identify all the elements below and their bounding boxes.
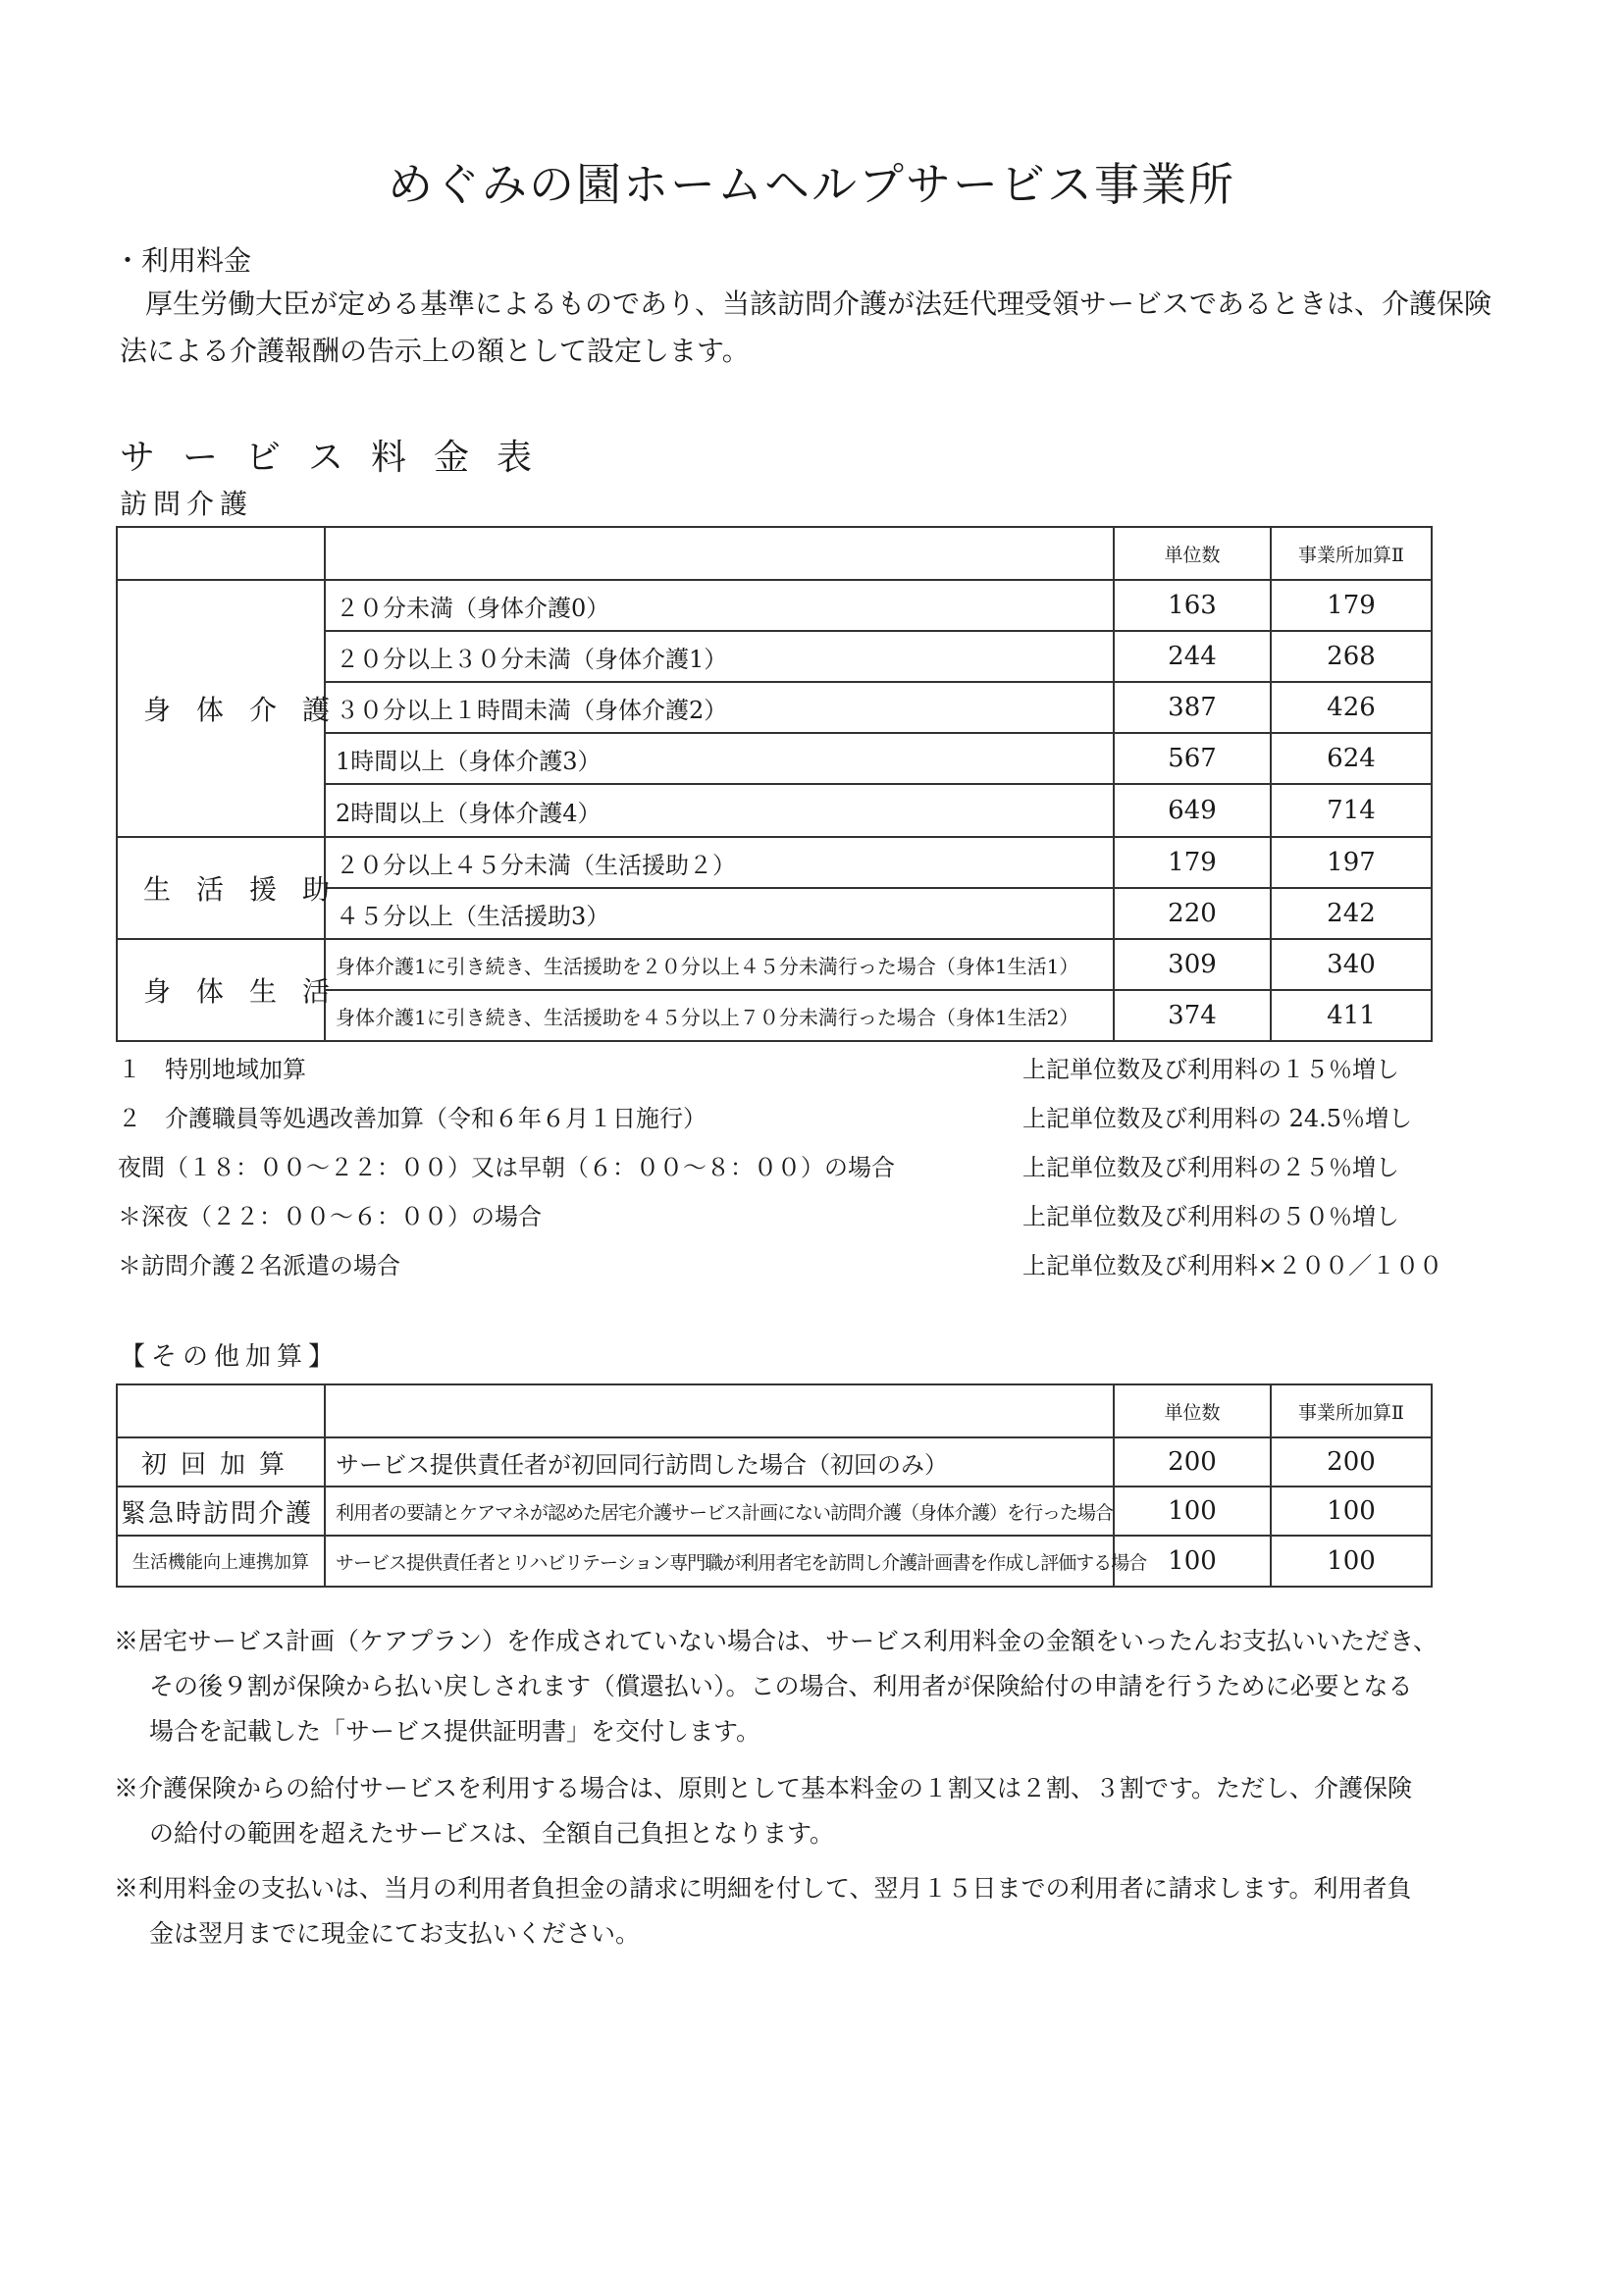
row-units: 100 bbox=[1114, 1487, 1271, 1536]
fee-heading: ・利用料金 bbox=[114, 244, 252, 277]
other-additions-table bbox=[116, 1383, 1433, 1588]
row-units: 220 bbox=[1114, 888, 1271, 939]
row-units: 200 bbox=[1114, 1437, 1271, 1487]
table-row bbox=[117, 939, 1432, 990]
intro-paragraph: 厚生労働大臣が定める基準によるものであり、当該訪問介護が法廷代理受領サービスであるときは、介護保険法による介護報酬の告示上の額として設定します。 bbox=[120, 287, 1492, 367]
header-empty-cell bbox=[117, 527, 325, 580]
header-addition: 事業所加算Ⅱ bbox=[1271, 527, 1432, 580]
row-addition: 426 bbox=[1271, 682, 1432, 733]
addition-label: ＊訪問介護２名派遣の場合 bbox=[118, 1252, 400, 1279]
table-title: サービス料金表 bbox=[120, 438, 560, 478]
row-desc: サービス提供責任者が初回同行訪問した場合（初回のみ） bbox=[325, 1437, 1114, 1487]
row-addition: 242 bbox=[1271, 888, 1432, 939]
addition-label: ＊深夜（２２：００～６：００）の場合 bbox=[118, 1203, 542, 1230]
row-addition: 340 bbox=[1271, 939, 1432, 990]
row-desc: サービス提供責任者とリハビリテーション専門職が利用者宅を訪問し介護計画書を作成し評価する場合 bbox=[325, 1536, 1114, 1587]
addition-row bbox=[118, 1050, 1423, 1089]
table-subtitle: 訪問介護 bbox=[120, 488, 254, 520]
row-units: 244 bbox=[1114, 631, 1271, 682]
row-addition: 200 bbox=[1271, 1437, 1432, 1487]
note-line: 金は翌月までに現金にてお支払いください。 bbox=[149, 1919, 641, 1948]
table-row bbox=[117, 580, 1432, 631]
addition-label: １ 特別地域加算 bbox=[118, 1056, 306, 1083]
row-units: 100 bbox=[1114, 1536, 1271, 1587]
note-line: ※利用料金の支払いは、当月の利用者負担金の請求に明細を付して、翌月１５日までの利用者に請求します。利用者負 bbox=[114, 1874, 1412, 1903]
row-name: 初回加算 bbox=[117, 1437, 325, 1487]
page-title: めぐみの園ホームヘルプサービス事業所 bbox=[388, 158, 1235, 211]
service-fee-table bbox=[116, 526, 1433, 1042]
row-units: 387 bbox=[1114, 682, 1271, 733]
category-life-support: 生活援助 bbox=[117, 837, 325, 939]
addition-row bbox=[118, 1246, 1443, 1285]
addition-value: 上記単位数及び利用料の１５％増し bbox=[1022, 1056, 1399, 1083]
row-desc: 身体介護1に引き続き、生活援助を２０分以上４５分未満行った場合（身体1生活1） bbox=[325, 939, 1114, 990]
row-desc: 1時間以上（身体介護3） bbox=[325, 733, 1114, 784]
note-line: 場合を記載した「サービス提供証明書」を交付します。 bbox=[149, 1717, 761, 1746]
table-row bbox=[117, 1437, 1432, 1487]
row-addition: 714 bbox=[1271, 784, 1432, 837]
row-name: 生活機能向上連携加算 bbox=[117, 1536, 325, 1587]
row-name: 緊急時訪問介護 bbox=[117, 1487, 325, 1536]
header-units: 単位数 bbox=[1114, 527, 1271, 580]
header-addition: 事業所加算Ⅱ bbox=[1271, 1384, 1432, 1437]
table-header-row bbox=[117, 527, 1432, 580]
row-addition: 624 bbox=[1271, 733, 1432, 784]
row-addition: 197 bbox=[1271, 837, 1432, 888]
row-addition: 100 bbox=[1271, 1487, 1432, 1536]
note-care-plan bbox=[114, 1619, 1468, 1754]
row-desc: ４５分以上（生活援助3） bbox=[325, 888, 1114, 939]
addition-value: 上記単位数及び利用料×２００／１００ bbox=[1022, 1252, 1443, 1279]
addition-label: 夜間（１８：００～２２：００）又は早朝（６：００～８：００）の場合 bbox=[118, 1154, 895, 1181]
header-empty-cell bbox=[117, 1384, 325, 1437]
row-addition: 179 bbox=[1271, 580, 1432, 631]
addition-label: ２ 介護職員等処遇改善加算（令和６年６月１日施行） bbox=[118, 1105, 707, 1132]
row-addition: 100 bbox=[1271, 1536, 1432, 1587]
table-row bbox=[117, 837, 1432, 888]
header-empty-cell bbox=[325, 1384, 1114, 1437]
row-units: 567 bbox=[1114, 733, 1271, 784]
row-units: 163 bbox=[1114, 580, 1271, 631]
row-addition: 411 bbox=[1271, 990, 1432, 1041]
header-empty-cell bbox=[325, 527, 1114, 580]
row-units: 179 bbox=[1114, 837, 1271, 888]
category-combined: 身体生活 bbox=[117, 939, 325, 1041]
addition-row bbox=[118, 1099, 1423, 1138]
addition-row bbox=[118, 1197, 1423, 1236]
other-additions-title: 【その他加算】 bbox=[120, 1342, 340, 1372]
addition-value: 上記単位数及び利用料の２５％増し bbox=[1022, 1154, 1399, 1181]
row-desc: ２０分以上４５分未満（生活援助２） bbox=[325, 837, 1114, 888]
row-addition: 268 bbox=[1271, 631, 1432, 682]
addition-row bbox=[118, 1148, 1423, 1187]
category-physical-care: 身体介護 bbox=[117, 580, 325, 837]
note-line: ※介護保険からの給付サービスを利用する場合は、原則として基本料金の１割又は２割、３割です。ただし、介護保険 bbox=[114, 1774, 1413, 1802]
row-desc: 利用者の要請とケアマネが認めた居宅介護サービス計画にない訪問介護（身体介護）を行った場合 bbox=[325, 1487, 1114, 1536]
addition-value: 上記単位数及び利用料の５０％増し bbox=[1022, 1203, 1399, 1230]
row-desc: ２０分以上３０分未満（身体介護1） bbox=[325, 631, 1114, 682]
table-row bbox=[117, 1487, 1432, 1536]
note-payment bbox=[114, 1866, 1468, 1957]
row-desc: ３０分以上１時間未満（身体介護2） bbox=[325, 682, 1114, 733]
note-line: その後９割が保険から払い戻しされます（償還払い）。この場合、利用者が保険給付の申請を行うために必要となる bbox=[149, 1672, 1413, 1700]
row-units: 309 bbox=[1114, 939, 1271, 990]
header-units: 単位数 bbox=[1114, 1384, 1271, 1437]
table-header-row bbox=[117, 1384, 1432, 1437]
row-desc: 身体介護1に引き続き、生活援助を４５分以上７０分未満行った場合（身体1生活2） bbox=[325, 990, 1114, 1041]
addition-value: 上記単位数及び利用料の 24.5％増し bbox=[1022, 1105, 1413, 1132]
row-desc: ２０分未満（身体介護0） bbox=[325, 580, 1114, 631]
row-desc: 2時間以上（身体介護4） bbox=[325, 784, 1114, 837]
row-units: 374 bbox=[1114, 990, 1271, 1041]
note-line: の給付の範囲を超えたサービスは、全額自己負担となります。 bbox=[149, 1819, 835, 1848]
table-row bbox=[117, 1536, 1432, 1587]
note-insurance bbox=[114, 1766, 1468, 1856]
row-units: 649 bbox=[1114, 784, 1271, 837]
note-line: ※居宅サービス計画（ケアプラン）を作成されていない場合は、サービス利用料金の金額をいったんお支払いいただき、 bbox=[114, 1627, 1439, 1655]
